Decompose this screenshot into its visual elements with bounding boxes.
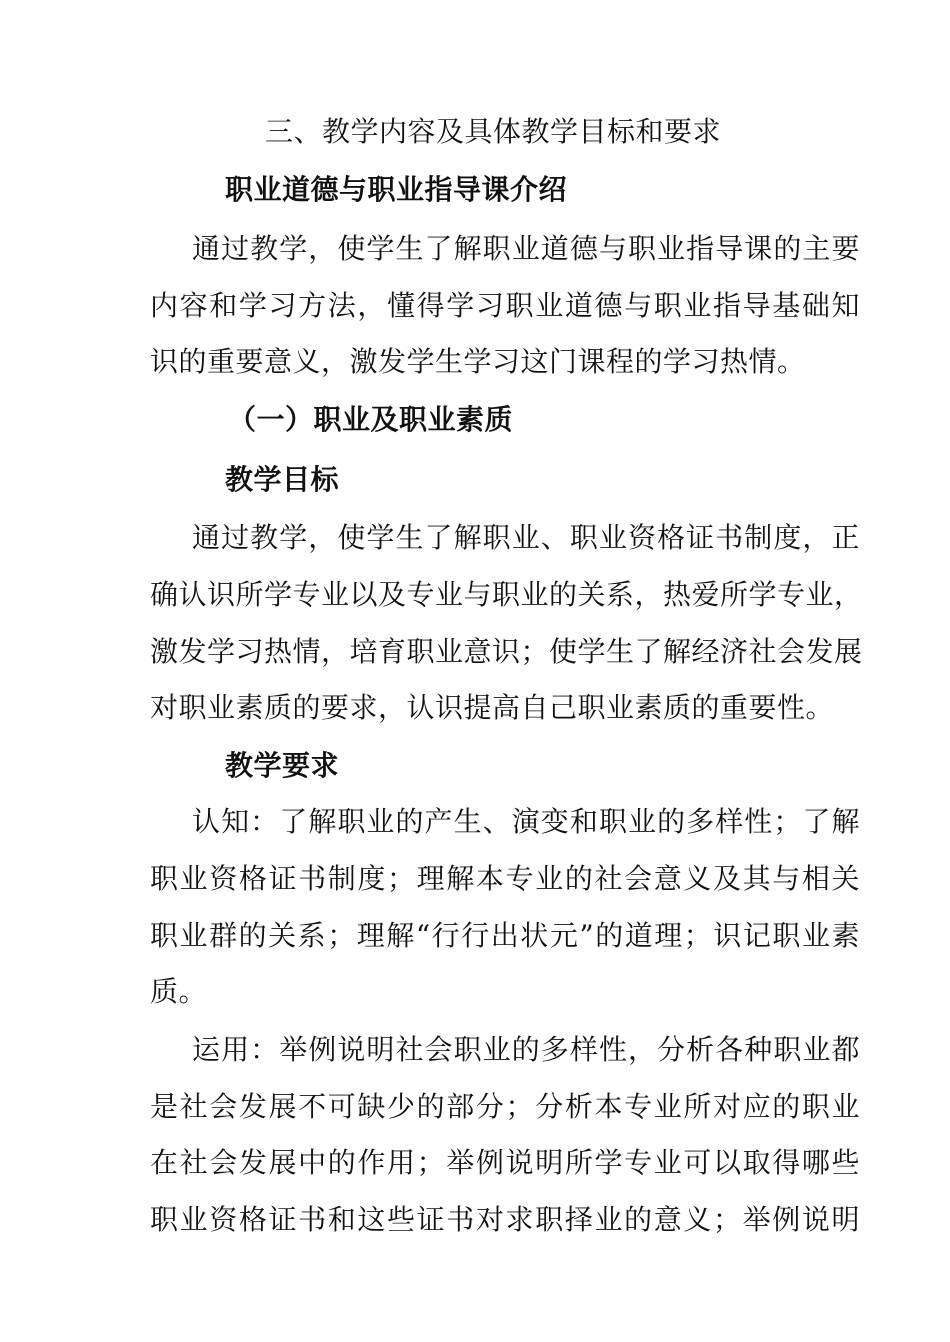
paragraph-line: 认知：了解职业的产生、演变和职业的多样性；了解	[192, 805, 860, 838]
paragraph-line: 对职业素质的要求，认识提高自己职业素质的重要性。	[150, 691, 835, 724]
paragraph-line: 确认识所学专业以及专业与职业的关系，热爱所学专业，	[150, 578, 863, 611]
paragraph-line: 内容和学习方法，懂得学习职业道德与职业指导基础知	[150, 289, 860, 322]
paragraph-line: 运用：举例说明社会职业的多样性，分析各种职业都	[192, 1033, 860, 1066]
goals-heading: 教学目标	[225, 463, 340, 496]
paragraph-line: 激发学习热情，培育职业意识；使学生了解经济社会发展	[150, 635, 863, 668]
paragraph-line: 识的重要意义，激发学生学习这门课程的学习热情。	[150, 345, 806, 378]
paragraph-line: 职业群的关系；理解“行行出状元”的道理；识记职业素	[150, 919, 860, 952]
course-intro-heading: 职业道德与职业指导课介绍	[225, 173, 568, 206]
requirements-heading: 教学要求	[225, 749, 340, 782]
paragraph-line: 通过教学，使学生了解职业道德与职业指导课的主要	[192, 232, 860, 265]
unit-heading: （一）职业及职业素质	[228, 403, 514, 436]
paragraph-line: 职业资格证书制度；理解本专业的社会意义及其与相关	[150, 862, 860, 895]
section-title: 三、教学内容及具体教学目标和要求	[265, 115, 722, 148]
paragraph-line: 职业资格证书和这些证书对求职择业的意义；举例说明	[150, 1203, 860, 1236]
paragraph-line: 质。	[150, 975, 208, 1008]
paragraph-line: 在社会发展中的作用；举例说明所学专业可以取得哪些	[150, 1146, 860, 1179]
paragraph-line: 通过教学，使学生了解职业、职业资格证书制度，正	[192, 521, 860, 554]
paragraph-line: 是社会发展不可缺少的部分；分析本专业所对应的职业	[150, 1090, 860, 1123]
